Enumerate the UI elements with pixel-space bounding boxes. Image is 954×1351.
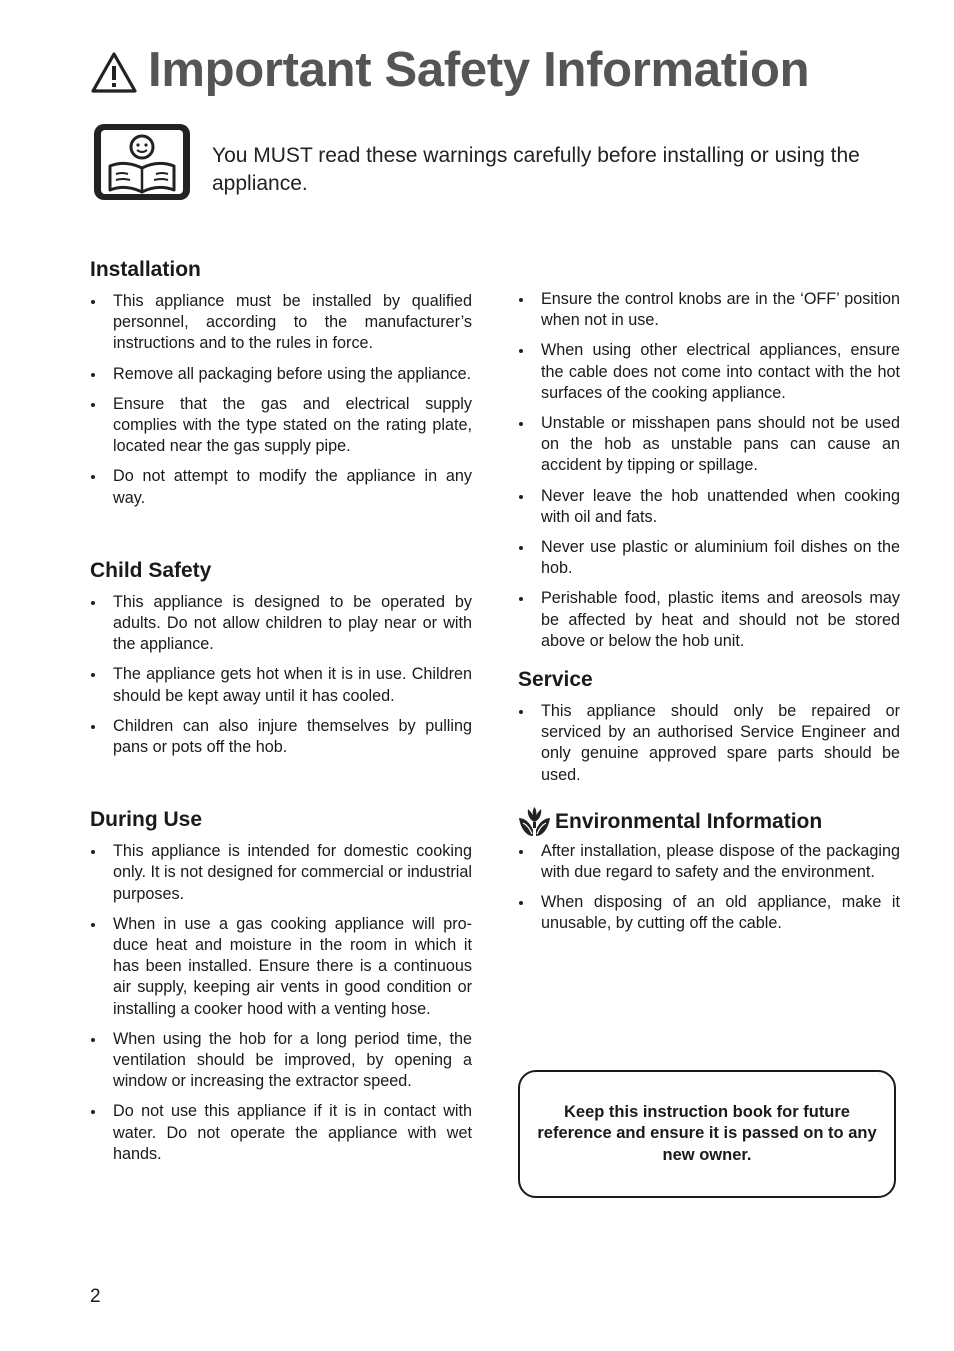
right-column (518, 289, 900, 944)
read-manual-icon (92, 122, 192, 202)
environment-flower-icon (518, 806, 551, 838)
list-item: This appliance is designed to be operated by adults. Do not allow children to play near or with the appliance. (90, 592, 472, 656)
page-title (90, 38, 809, 102)
keep-book-notice (518, 1070, 896, 1198)
list-item: Do not attempt to modify the appliance in any way. (90, 466, 472, 508)
list-item: When disposing of an old appliance, make it unusable, by cutting off the cable. (518, 892, 900, 934)
environment-heading-text: Environmental Information (555, 809, 823, 833)
notice-text: Keep this instruction book for future reference and ensure it is passed on to any new owner. (537, 1102, 877, 1164)
list-item: Children can also injure themselves by pulling pans or pots off the hob. (90, 716, 472, 758)
environment-list (518, 841, 900, 935)
child-safety-section (90, 557, 472, 758)
page-number: 2 (90, 1286, 101, 1307)
during-use-section (90, 806, 472, 1165)
page-title-text: Important Safety Information (148, 43, 810, 97)
list-item: Ensure the control knobs are in the ‘OFF’ position when not in use. (518, 289, 900, 331)
service-list (518, 701, 900, 786)
during-use-heading: During Use (90, 808, 203, 832)
left-column (90, 256, 472, 1174)
intro-text: You MUST read these warnings carefully before installing or using the appliance. (212, 144, 860, 195)
list-item: Unstable or misshapen pans should not be used on the hob as unstable pans can cause an accident by tipping or spillage. (518, 413, 900, 477)
installation-section (90, 256, 472, 509)
warning-triangle-icon (90, 51, 138, 95)
list-item: This appliance should only be repaired or serviced by an authorised Service Engineer and only genuine approved spare parts should be used. (518, 701, 900, 786)
list-item: Perishable food, plastic items and areosols may be affected by heat and should not be stored above or below the hob unit. (518, 588, 900, 652)
child-safety-list (90, 592, 472, 758)
list-item: After installation, please dispose of the packaging with due regard to safety and the environment. (518, 841, 900, 883)
service-section (518, 666, 900, 786)
list-item: Ensure that the gas and electrical supply complies with the type stated on the rating plate, located near the gas supply pipe. (90, 394, 472, 458)
service-heading: Service (518, 668, 593, 692)
list-item: This appliance is intended for domestic cooking only. It is not designed for commercial or industrial purposes. (90, 841, 472, 905)
list-item: When using the hob for a long period time, the ventilation should be improved, by opening a window or increasing the extractor speed. (90, 1029, 472, 1093)
list-item: Never use plastic or aluminium foil dishes on the hob. (518, 537, 900, 579)
environment-section (518, 806, 900, 935)
list-item: Remove all packaging before using the appliance. (90, 364, 472, 385)
installation-list (90, 291, 472, 509)
during-use-list (90, 841, 472, 1165)
during-use-continued-list (518, 289, 900, 652)
list-item: When using other electrical appliances, ensure the cable does not come into contact with the hot surfaces of the cooking appliance. (518, 340, 900, 404)
list-item: When in use a gas cooking appliance will pro-duce heat and moisture in the room in which it has been installed. Ensure there is a continuous air supply, keeping air vents in good condition or installing a cooker hood with a venting hose. (90, 914, 472, 1020)
list-item: Do not use this appliance if it is in contact with water. Do not operate the appliance with wet hands. (90, 1101, 472, 1165)
list-item: This appliance must be installed by qualified personnel, according to the manufacturer’s instructions and to the rules in force. (90, 291, 472, 355)
environment-heading (518, 806, 900, 838)
list-item: Never leave the hob unattended when cooking with oil and fats. (518, 486, 900, 528)
installation-heading: Installation (90, 258, 201, 281)
list-item: The appliance gets hot when it is in use. Children should be kept away until it has cooled. (90, 664, 472, 706)
child-safety-heading: Child Safety (90, 558, 212, 582)
